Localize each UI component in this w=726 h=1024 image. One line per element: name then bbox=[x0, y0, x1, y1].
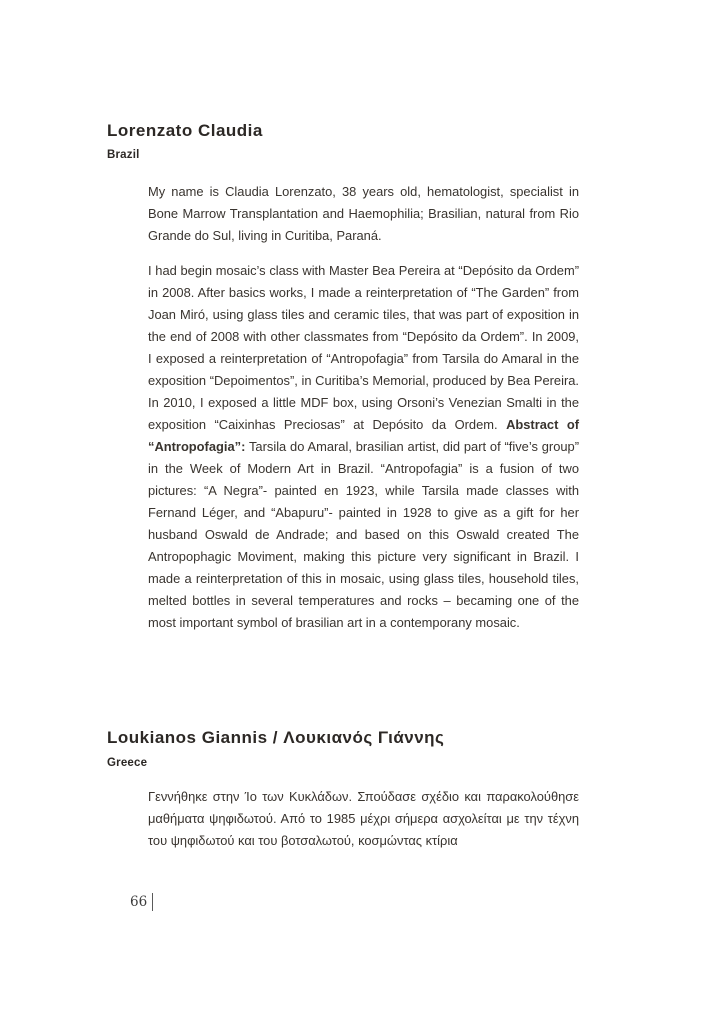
entry-title-loukianos: Loukianos Giannis / Λουκιανός Γιάννης bbox=[107, 728, 445, 747]
folio-divider bbox=[152, 893, 153, 911]
page-footer bbox=[130, 893, 153, 911]
bio-paragraph-intro: My name is Claudia Lorenzato, 38 years old, hematologist, specialist in Bone Marrow Transplantation and Haemophilia; Brasilian, natural from Rio Grande do Sul, living in Curitiba, Paraná. bbox=[148, 184, 579, 243]
page-number: 66 bbox=[130, 894, 148, 910]
bio-paragraph-mosaic-history: I had begin mosaic’s class with Master Bea Pereira at “Depósito da Ordem” in 2008. After basics works, I made a reinterpretation of “The Garden” from Joan Miró, using glass tiles and ceramic tiles, that was part of exposition in the end of 2008 with other classmates from “Depósito da Ordem”. In 2009, I exposed a reinterpretation of “Antropofagia” from Tarsila do Amaral in the exposition “Depoimentos”, in Curitiba’s Memorial, produced by Bea Pereira. In 2010, I exposed a little MDF box, using Orsoni’s Venezian Smalti in the exposition “Caixinhas Preciosas” at Depósito da Ordem. Abstract of “Antropofagia”: Tarsila do Amaral, brasilian artist, did part of “five’s group” in the Week of Modern Art in Brazil. “Antropofagia” is a fusion of two pictures: “A Negra”- painted en 1923, while Tarsila made classes with Fernand Léger, and “Abapuru”- painted in 1928 to give as a gift for her husband Oswald de Andrade; and based on this Oswald created The Antropophagic Moviment, making this picture very significant in Brazil. I made a reinterpretation of this in mosaic, using glass tiles, household tiles, melted bottles in several temperatures and rocks – becaming one of the most important symbol of brasilian art in a contemporany mosaic. bbox=[148, 263, 579, 630]
entry-country-brazil: Brazil bbox=[107, 149, 140, 161]
bio-paragraph-greek: Γεννήθηκε στην Ίο των Κυκλάδων. Σπούδασε σχέδιο και παρακολούθησε μαθήματα ψηφιδωτού. Από το 1985 μέχρι σήμερα ασχολείται με την τέχνη του ψηφιδωτού και του βοτσαλωτού, κοσμώντας κτίρια bbox=[148, 789, 579, 848]
entry-title-lorenzato: Lorenzato Claudia bbox=[107, 121, 263, 140]
entry-country-greece: Greece bbox=[107, 757, 148, 769]
